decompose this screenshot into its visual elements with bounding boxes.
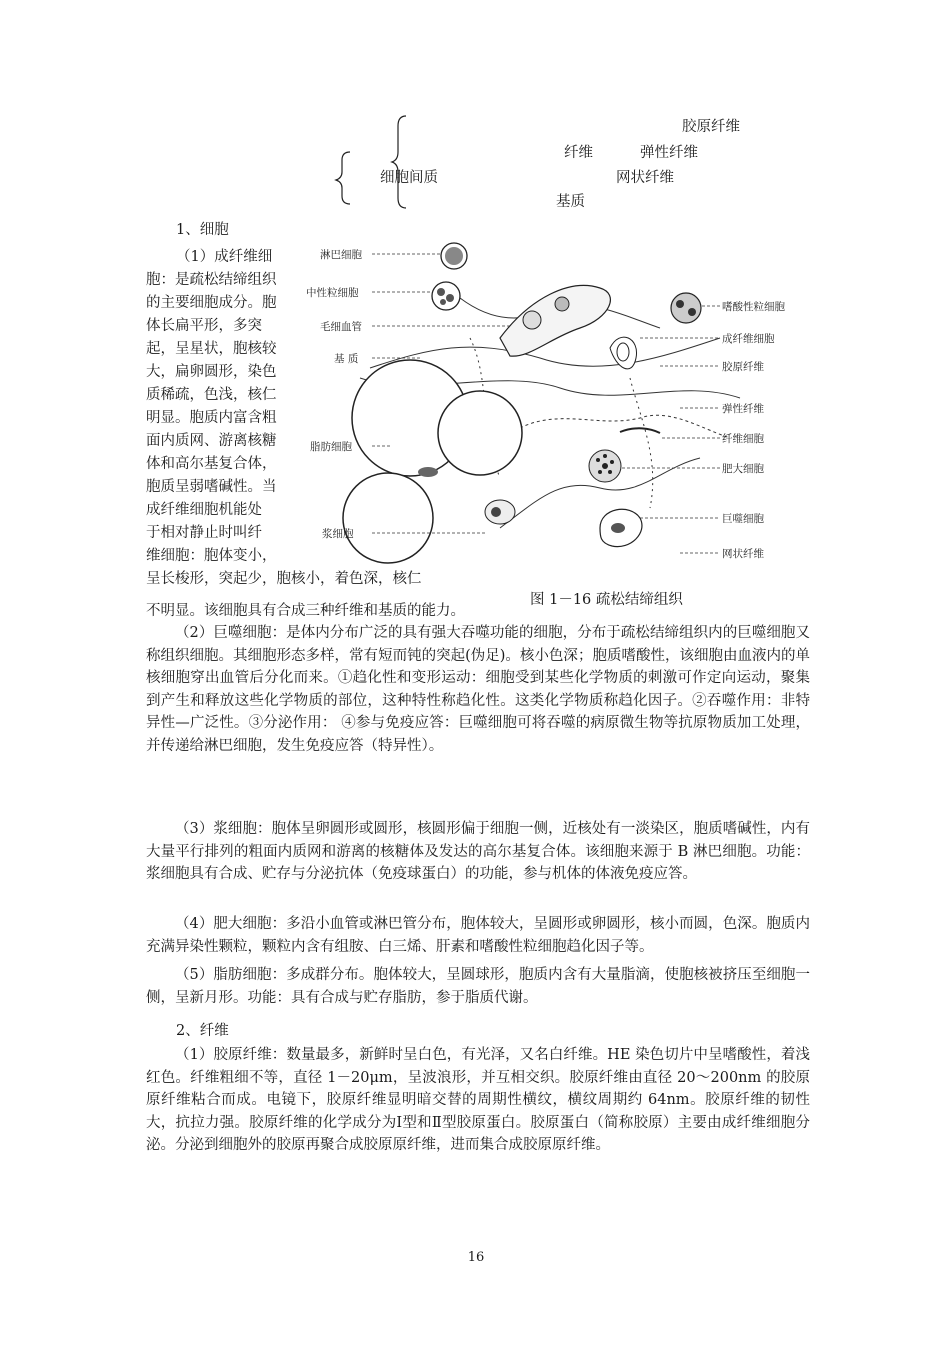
text-line: 呈长梭形，突起少，胞核小，着色深，核仁 [146, 571, 422, 587]
fig-label-fibroblast: 成纤维细胞 [722, 333, 775, 345]
text-line: 胞：是疏松结缔组织 [146, 272, 277, 288]
fig-label-lymphocyte: 淋巴细胞 [320, 249, 362, 261]
text-line: 体和高尔基复合体， [146, 456, 277, 472]
paragraph-plasma-cell: （3）浆细胞：胞体呈卵圆形或圆形，核圆形偏于细胞一侧，近核处有一淡染区，胞质嗜碱性，内有大量平行排列的粗面内质网和游离的核糖体及发达的高尔基复合体。该细胞来源于 B 淋巴细胞。功能：浆细胞具有合成、贮存与分泌抗体（免疫球蛋白）的功能，参与机体的体液免疫应答。 [146, 821, 810, 883]
text-line: 于相对静止时叫纤 [146, 525, 262, 541]
outline-intercellular: 细胞间质 [380, 170, 438, 186]
fig-label-capillary: 毛细血管 [320, 321, 362, 333]
text-line: 明显。胞质内富含粗 [146, 410, 277, 426]
outline-elastic: 弹性纤维 [640, 145, 698, 161]
paragraph-collagen-fiber: （1）胶原纤维：数量最多，新鲜时呈白色，有光泽，又名白纤维。HE 染色切片中呈嗜酸性，着浅红色。纤维粗细不等，直径 1－20μm，呈波浪形，并互相交织。胶原纤维由直径 20～200nm 的胶原原纤维粘合而成。电镜下，胶原纤维显明暗交替的周期性横纹，横纹周期约 64nm。胶原纤维的韧性大，抗拉力强。胶原纤维的化学成分为Ⅰ型和Ⅱ型胶原蛋白。胶原蛋白（简称胶原）主要由成纤维细胞分泌。分泌到细胞外的胶原再聚合成胶原原纤维，进而集合成胶原原纤维。 [146, 1047, 810, 1154]
fig-label-matrix: 基 质 [334, 353, 359, 365]
text-line: 成纤维细胞机能处 [146, 502, 262, 518]
fig-label-eosinophil: 嗜酸性粒细胞 [722, 301, 785, 313]
fig-label-reticular-fiber: 网状纤维 [722, 548, 764, 560]
tissue-illustration [300, 228, 800, 578]
text-line: 起，呈星状，胞核较 [146, 341, 277, 357]
text-line: 大，扁卵圆形，染色 [146, 364, 277, 380]
fig-label-plasma-cell: 浆细胞 [322, 528, 354, 540]
text-line: 质稀疏，色浅，核仁 [146, 387, 277, 403]
fig-label-elastic-fiber: 弹性纤维 [722, 403, 764, 415]
outline-collagen: 胶原纤维 [682, 119, 740, 135]
brace-icons [330, 112, 420, 212]
paragraph-fat-cell: （5）脂肪细胞：多成群分布。胞体较大，呈圆球形，胞质内含有大量脂滴，使胞核被挤压至细胞一侧，呈新月形。功能：具有合成与贮存脂肪，参于脂质代谢。 [146, 967, 810, 1006]
fig-label-neutrophil: 中性粒细胞 [306, 287, 359, 299]
page-number: 16 [467, 1250, 485, 1265]
text-line: 的主要细胞成分。胞 [146, 295, 277, 311]
text-line: 胞质呈弱嗜碱性。当 [146, 479, 277, 495]
text-line: 维细胞：胞体变小， [146, 548, 277, 564]
figure-caption: 图 1－16 疏松结缔组织 [530, 592, 683, 608]
section-heading-cells: 1、细胞 [176, 222, 229, 238]
fig-label-mast-cell: 肥大细胞 [722, 463, 764, 475]
paragraph-macrophage: （2）巨噬细胞：是体内分布广泛的具有强大吞噬功能的细胞，分布于疏松结缔组织内的巨噬细胞又称组织细胞。其细胞形态多样，常有短而钝的突起(伪足)。核小色深；胞质嗜酸性，该细胞由血液内的单核细胞穿出血管后分化而来。①趋化性和变形运动：细胞受到某些化学物质的刺激可作定向运动，聚集到产生和释放这些化学物质的部位，这种特性称趋化性。这类化学物质称趋化因子。②吞噬作用：非特异性—广泛性。③分泌作用： ④参与免疫应答：巨噬细胞可将吞噬的病原微生物等抗原物质加工处理，并传递给淋巴细胞，发生免疫应答（特异性）。 [146, 625, 810, 754]
text-line: 不明显。该细胞具有合成三种纤维和基质的能力。 [146, 603, 465, 619]
paragraph-mast-cell: （4）肥大细胞：多沿小血管或淋巴管分布，胞体较大，呈圆形或卵圆形，核小而圆，色深。胞质内充满异染性颗粒，颗粒内含有组胺、白三烯、肝素和嗜酸性粒细胞趋化因子等。 [146, 916, 810, 955]
fig-label-fibrocyte: 纤维细胞 [722, 433, 764, 445]
outline-reticular: 网状纤维 [616, 170, 674, 186]
fig-label-collagen-fiber: 胶原纤维 [722, 361, 764, 373]
text-line: （1）成纤维细 [176, 249, 273, 265]
outline-fiber: 纤维 [564, 145, 593, 161]
text-line: 体长扁平形，多突 [146, 318, 262, 334]
connective-tissue-figure [300, 228, 800, 578]
fig-label-fat-cell: 脂肪细胞 [310, 441, 352, 453]
fig-label-macrophage: 巨噬细胞 [722, 513, 764, 525]
text-line: 面内质网、游离核糖 [146, 433, 277, 449]
section-heading-fibers: 2、纤维 [176, 1023, 229, 1039]
outline-matrix: 基质 [556, 194, 585, 210]
